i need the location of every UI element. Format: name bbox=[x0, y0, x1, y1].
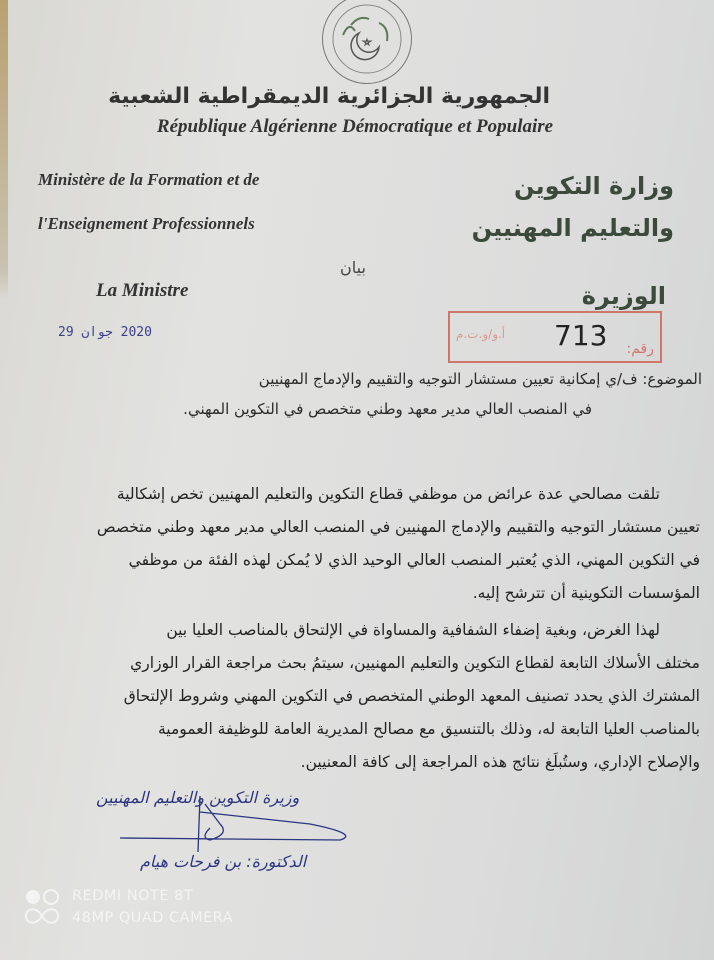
emblem-icon bbox=[322, 0, 412, 84]
page-edge bbox=[0, 0, 8, 300]
paragraph-line: المؤسسات التكوينية أن تترشح إليه. bbox=[472, 584, 700, 602]
watermark-line2: 48MP QUAD CAMERA bbox=[72, 910, 234, 926]
republic-title-ar: الجمهورية الجزائرية الديمقراطية الشعبية bbox=[108, 84, 550, 109]
date-stamp: 2020 جوان 29 bbox=[58, 325, 152, 340]
stamp-number: 713 bbox=[554, 319, 608, 352]
ministry-fr-line1: Ministère de la Formation et de bbox=[38, 170, 260, 189]
watermark-line1: REDMI NOTE 8T bbox=[72, 888, 194, 904]
stamp-reference: أ.و/و.ت.م bbox=[456, 327, 506, 341]
subject bbox=[102, 364, 702, 424]
paragraph-1 bbox=[40, 478, 700, 610]
signatory-name: الدكتورة: بن فرحات هيام bbox=[140, 852, 307, 871]
ministry-ar-line2: والتعليم المهنيين bbox=[471, 214, 674, 242]
ministry-ar-line1: وزارة التكوين bbox=[514, 172, 674, 200]
reference-stamp bbox=[448, 311, 662, 363]
subject-line-1: الموضوع: ف/ي إمكانية تعيين مستشار التوجيه والتقييم والإدماج المهنيين bbox=[258, 370, 702, 388]
paragraph-line: لهذا الغرض، وبغية إضفاء الشفافية والمساواة في الإلتحاق بالمناصب العليا بين bbox=[166, 621, 660, 639]
subject-line-2: في المنصب العالي مدير معهد وطني متخصص في التكوين المهني. bbox=[183, 400, 592, 418]
handwritten-signature bbox=[110, 784, 360, 854]
document-type: بيان bbox=[340, 258, 366, 277]
paragraph-line: تلقت مصالحي عدة عرائض من موظفي قطاع التكوين والتعليم المهنيين تخص إشكالية bbox=[116, 485, 660, 503]
republic-title-fr: République Algérienne Démocratique et Populaire bbox=[156, 116, 554, 137]
ministry-fr-line2: l'Enseignement Professionnels bbox=[38, 214, 255, 233]
paragraph-line: تعيين مستشار التوجيه والتقييم والإدماج المهنيين في المنصب العالي مدير معهد وطني متخصص bbox=[96, 518, 700, 536]
paragraph-line: بالمناصب العليا التابعة له، وذلك بالتنسيق مع مصالح المديرية العامة للوظيفة العمومية bbox=[157, 720, 700, 738]
paragraph-line: في التكوين المهني، الذي يُعتبر المنصب العالي الوحيد الذي لا يُمكن لهذه الفئة من موظفي bbox=[128, 551, 700, 569]
camera-watermark bbox=[24, 885, 233, 929]
paragraph-line: مختلف الأسلاك التابعة لقطاع التكوين والتعليم المهنيين، سيتمُ بحث مراجعة القرار الوزاري bbox=[130, 654, 700, 672]
paragraph-2 bbox=[40, 614, 700, 779]
paragraph-line: والإصلاح الإداري، وستُبلَغ نتائج هذه المراجعة إلى كافة المعنيين. bbox=[300, 753, 700, 771]
paragraph-line: المشترك الذي يحدد تصنيف المعهد الوطني المتخصص في التكوين المهني وشروط الإلتحاق bbox=[123, 687, 700, 705]
minister-fr: La Ministre bbox=[96, 280, 189, 301]
minister-ar: الوزيرة bbox=[581, 282, 666, 310]
stamp-label: رقم: bbox=[626, 341, 654, 357]
camera-logo-icon bbox=[24, 888, 64, 926]
signature-title: وزيرة التكوين والتعليم المهنيين bbox=[96, 788, 300, 807]
